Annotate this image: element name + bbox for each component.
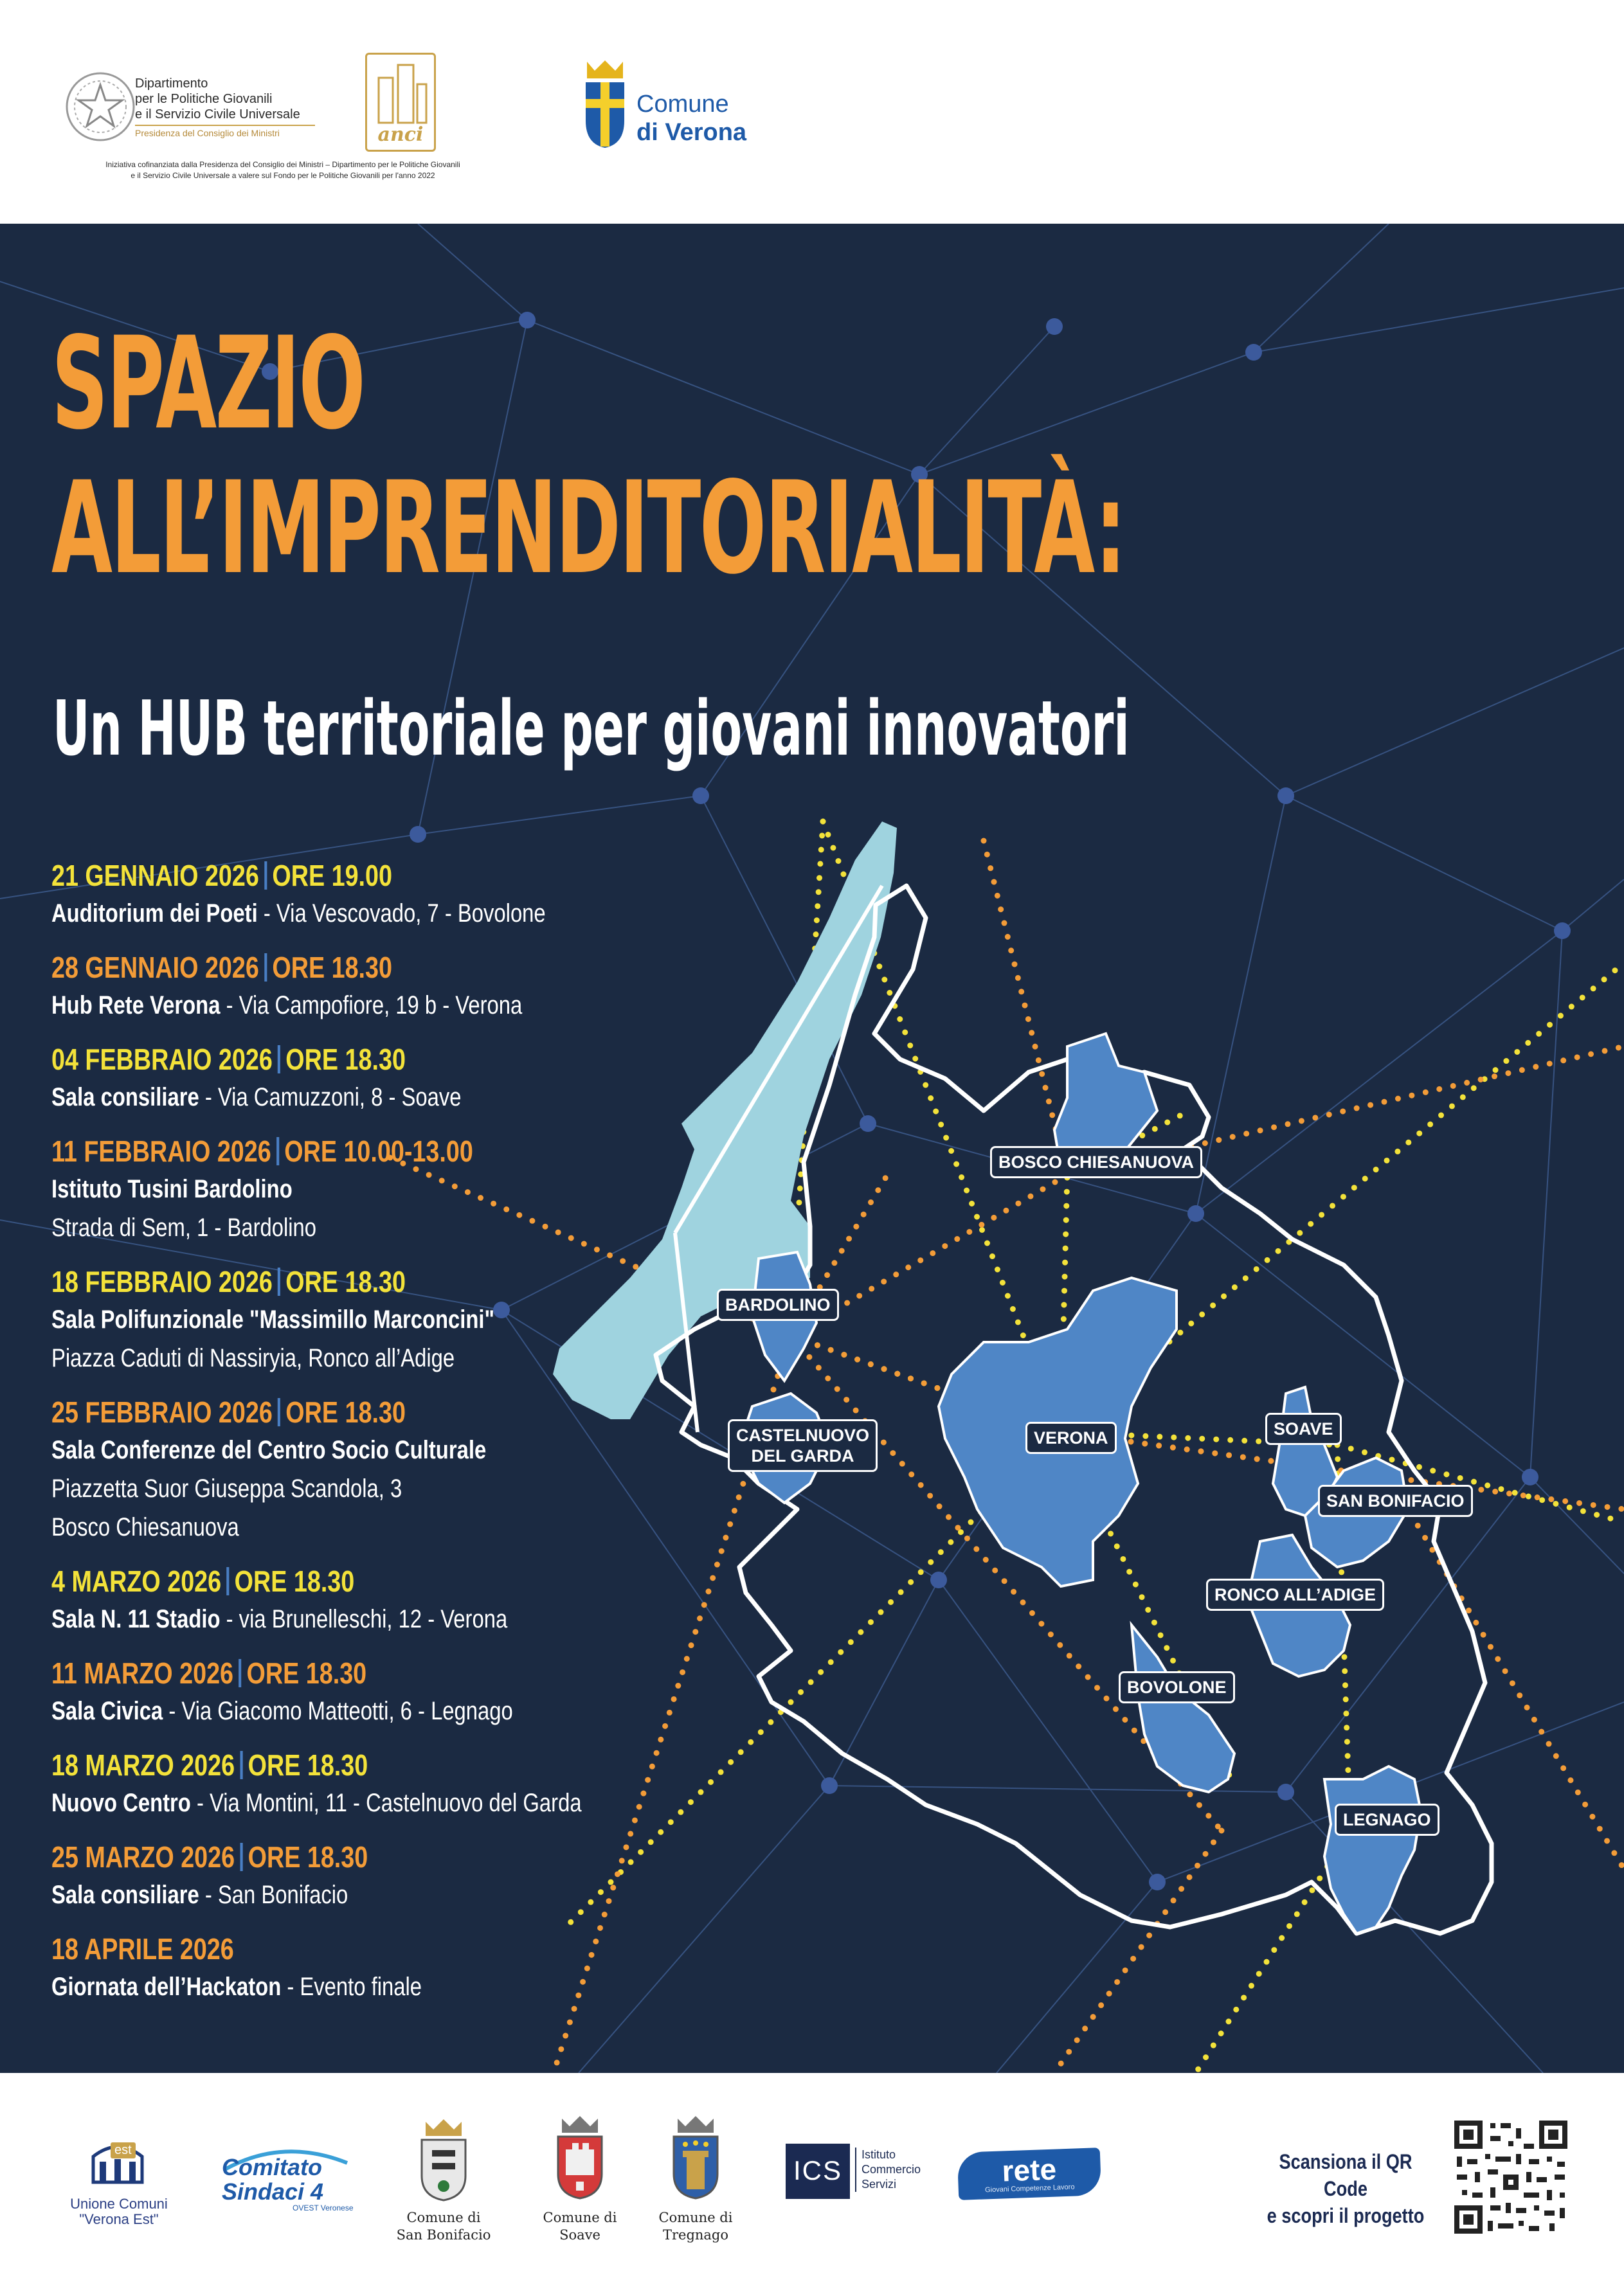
event-date: 25 FEBBRAIO 2026 — [51, 1395, 273, 1429]
event-datetime — [51, 1838, 579, 1876]
separator — [264, 861, 267, 890]
soave-name — [522, 2209, 638, 2244]
comune-line: Comune di — [543, 2210, 617, 2225]
event-venue: Sala consiliare — [51, 1083, 199, 1111]
event-line — [51, 1431, 579, 1469]
event-date: 28 GENNAIO 2026 — [51, 951, 259, 984]
rete-mark: rete — [1001, 2152, 1057, 2188]
cofinance-note — [58, 159, 508, 181]
event-item — [51, 857, 694, 933]
event-datetime — [51, 1563, 579, 1600]
event-datetime — [51, 857, 579, 894]
dept-line: Dipartimento — [135, 76, 208, 91]
san-bonifacio-crest-icon — [418, 2118, 469, 2202]
map-label-bosco-chiesanuova: BOSCO CHIESANUOVA — [990, 1146, 1202, 1178]
cofinance-line: e il Servizio Civile Universale a valere sul Fondo per le Politiche Giovanili per l'anno 2022 — [131, 171, 435, 180]
event-line — [51, 986, 579, 1025]
event-line — [51, 1876, 579, 1914]
event-address: Piazza Caduti di Nassiryia, Ronco all’Adige — [51, 1344, 455, 1372]
rete-sub: Giovani Competenze Lavoro — [984, 2183, 1075, 2194]
qr-line: e scopri il progetto — [1267, 2204, 1425, 2227]
ics-name — [855, 2148, 921, 2192]
event-venue: Istituto Tusini Bardolino — [51, 1175, 293, 1203]
event-item — [51, 1838, 694, 1914]
separator — [278, 1398, 280, 1426]
event-line — [51, 1692, 579, 1730]
ics-line: Istituto — [862, 2148, 896, 2161]
event-address: - Via Campofiore, 19 b - Verona — [220, 991, 523, 1019]
event-line — [51, 1968, 579, 2006]
separator — [276, 1137, 279, 1165]
event-venue: Sala Polifunzionale "Massimillo Marconcini" — [51, 1305, 495, 1334]
event-venue: Auditorium dei Poeti — [51, 899, 258, 928]
event-datetime — [51, 1930, 579, 1968]
anci-text: anci — [377, 123, 424, 146]
event-line — [51, 1339, 579, 1377]
comune-verona-name — [636, 90, 746, 147]
ics-mark: ICS — [793, 2155, 842, 2185]
event-line — [51, 894, 579, 933]
anci-logo — [365, 53, 436, 152]
event-time: ORE 18.30 — [234, 1565, 355, 1598]
event-address: - Via Vescovado, 7 - Bovolone — [257, 899, 546, 928]
event-item — [51, 949, 694, 1025]
event-time: ORE 18.30 — [248, 1748, 368, 1782]
event-time: ORE 19.00 — [272, 859, 392, 892]
event-address: - Via Giacomo Matteotti, 6 - Legnago — [163, 1697, 513, 1725]
event-date: 18 FEBBRAIO 2026 — [51, 1265, 273, 1298]
event-time: ORE 10.00-13.00 — [284, 1135, 473, 1168]
separator — [240, 1751, 242, 1779]
map-label-bardolino: BARDOLINO — [717, 1289, 839, 1321]
event-line — [51, 1300, 579, 1339]
comune-line: Soave — [559, 2227, 600, 2243]
event-date: 11 MARZO 2026 — [51, 1656, 234, 1690]
event-date: 18 MARZO 2026 — [51, 1748, 235, 1782]
unione-line: Unione Comuni — [70, 2196, 168, 2212]
event-address: - Via Camuzzoni, 8 - Soave — [199, 1083, 462, 1111]
event-date: 11 FEBBRAIO 2026 — [51, 1135, 271, 1168]
event-item — [51, 1263, 694, 1377]
event-address: - via Brunelleschi, 12 - Verona — [220, 1605, 508, 1633]
event-date: 4 MARZO 2026 — [51, 1565, 222, 1598]
event-item — [51, 1394, 694, 1547]
separator — [278, 1045, 280, 1073]
event-time: ORE 18.30 — [272, 951, 392, 984]
header — [0, 0, 1624, 224]
event-item — [51, 1133, 694, 1247]
comune-line: San Bonifacio — [396, 2227, 491, 2243]
unione-line: "Verona Est" — [79, 2211, 159, 2227]
comune-line: Tregnago — [662, 2227, 729, 2243]
title-line-1: SPAZIO — [51, 309, 365, 458]
event-line — [51, 1508, 579, 1547]
comune-line: Comune di — [406, 2210, 481, 2225]
map-label-verona: VERONA — [1025, 1422, 1117, 1454]
tregnago-crest-icon — [670, 2115, 721, 2202]
map-label-soave: SOAVE — [1265, 1413, 1342, 1445]
event-time: ORE 18.30 — [246, 1656, 367, 1690]
map-label-ronco-all-adige: RONCO ALL’ADIGE — [1206, 1579, 1384, 1611]
qr-line: Scansiona il QR Code — [1279, 2150, 1412, 2200]
unione-name — [61, 2196, 177, 2227]
event-line — [51, 1208, 579, 1247]
soave-crest-icon — [554, 2115, 606, 2202]
qr-code-icon[interactable] — [1452, 2118, 1570, 2236]
comitato-line: Comitato — [222, 2154, 322, 2180]
event-date: 18 APRILE 2026 — [51, 1932, 234, 1966]
event-datetime — [51, 1133, 579, 1170]
separator — [278, 1268, 280, 1296]
event-time: ORE 18.30 — [285, 1265, 406, 1298]
event-line — [51, 1078, 579, 1117]
event-venue: Nuovo Centro — [51, 1789, 191, 1817]
tower-icon — [367, 58, 434, 129]
event-line — [51, 1600, 579, 1638]
comitato-name — [222, 2155, 323, 2204]
subtitle: Un HUB territoriale per giovani innovatori — [53, 684, 1130, 773]
cofinance-line: Iniziativa cofinanziata dalla Presidenza del Consiglio dei Ministri – Dipartimento per le Politiche Giovanili — [105, 160, 460, 169]
map-label-line: DEL GARDA — [751, 1446, 854, 1466]
dept-line: e il Servizio Civile Universale — [135, 107, 300, 121]
department-name — [135, 76, 315, 140]
event-line — [51, 1469, 579, 1508]
comune-line: di Verona — [636, 119, 747, 146]
footer — [0, 2073, 1624, 2296]
event-item — [51, 1930, 694, 2006]
event-address: - Via Montini, 11 - Castelnuovo del Garda — [190, 1789, 582, 1817]
event-venue: Sala N. 11 Stadio — [51, 1605, 221, 1633]
event-address: - Evento finale — [281, 1973, 422, 2001]
region-bovolone — [1132, 1625, 1234, 1792]
title-line-2: ALL’IMPRENDITORIALITÀ: — [51, 454, 1125, 602]
event-time: ORE 18.30 — [285, 1395, 406, 1429]
qr-call-to-action — [1256, 2148, 1436, 2229]
separator — [239, 1659, 241, 1687]
comune-line: Comune — [636, 91, 729, 118]
event-item — [51, 1655, 694, 1730]
separator — [226, 1567, 229, 1595]
tregnago-name — [638, 2209, 753, 2244]
rete-logo — [957, 2148, 1101, 2200]
event-date: 04 FEBBRAIO 2026 — [51, 1043, 273, 1076]
event-line — [51, 1784, 582, 1822]
event-datetime — [51, 1394, 579, 1431]
map-label-line: CASTELNUOVO — [736, 1426, 870, 1445]
event-venue: Hub Rete Verona — [51, 991, 221, 1019]
map-label-bovolone: BOVOLONE — [1119, 1671, 1235, 1703]
event-item — [51, 1041, 694, 1117]
comitato-line: Sindaci 4 — [222, 2178, 324, 2205]
event-item — [51, 1563, 694, 1638]
poster-main — [0, 224, 1624, 2073]
san-bonifacio-name — [386, 2209, 501, 2244]
event-venue: Giornata dell’Hackaton — [51, 1973, 282, 2001]
separator — [264, 953, 267, 982]
dept-sub: Presidenza del Consiglio dei Ministri — [135, 125, 315, 140]
map-label-san-bonifacio: SAN BONIFACIO — [1318, 1485, 1473, 1517]
verona-coat-of-arms-icon — [582, 59, 628, 149]
event-date: 21 GENNAIO 2026 — [51, 859, 259, 892]
event-address: Bosco Chiesanuova — [51, 1513, 239, 1541]
events-list — [51, 857, 694, 2022]
event-venue: Sala Civica — [51, 1697, 163, 1725]
separator — [240, 1843, 242, 1871]
comitato-sub: OVEST Veronese — [293, 2203, 354, 2212]
ics-line: Commercio — [862, 2163, 921, 2176]
event-line — [51, 1170, 579, 1208]
event-item — [51, 1746, 694, 1822]
event-time: ORE 18.30 — [285, 1043, 406, 1076]
event-address: Strada di Sem, 1 - Bardolino — [51, 1214, 317, 1242]
map-label-legnago: LEGNAGO — [1335, 1804, 1439, 1836]
emblem-icon — [64, 71, 136, 143]
event-venue: Sala consiliare — [51, 1881, 199, 1909]
event-datetime — [51, 1746, 579, 1784]
unione-badge: est — [111, 2142, 136, 2158]
event-time: ORE 18.30 — [248, 1840, 368, 1874]
event-venue: Sala Conferenze del Centro Socio Culturale — [51, 1436, 487, 1464]
dept-line: per le Politiche Giovanili — [135, 92, 273, 106]
event-address: Piazzetta Suor Giuseppa Scandola, 3 — [51, 1475, 402, 1503]
event-datetime — [51, 1263, 579, 1300]
event-date: 25 MARZO 2026 — [51, 1840, 235, 1874]
event-datetime — [51, 949, 579, 986]
event-datetime — [51, 1655, 579, 1692]
ics-logo — [786, 2144, 850, 2199]
event-address: - San Bonifacio — [199, 1881, 348, 1909]
event-datetime — [51, 1041, 579, 1078]
ics-line: Servizi — [862, 2178, 897, 2191]
comune-line: Comune di — [658, 2210, 733, 2225]
map-label-castelnuovo — [728, 1419, 878, 1472]
